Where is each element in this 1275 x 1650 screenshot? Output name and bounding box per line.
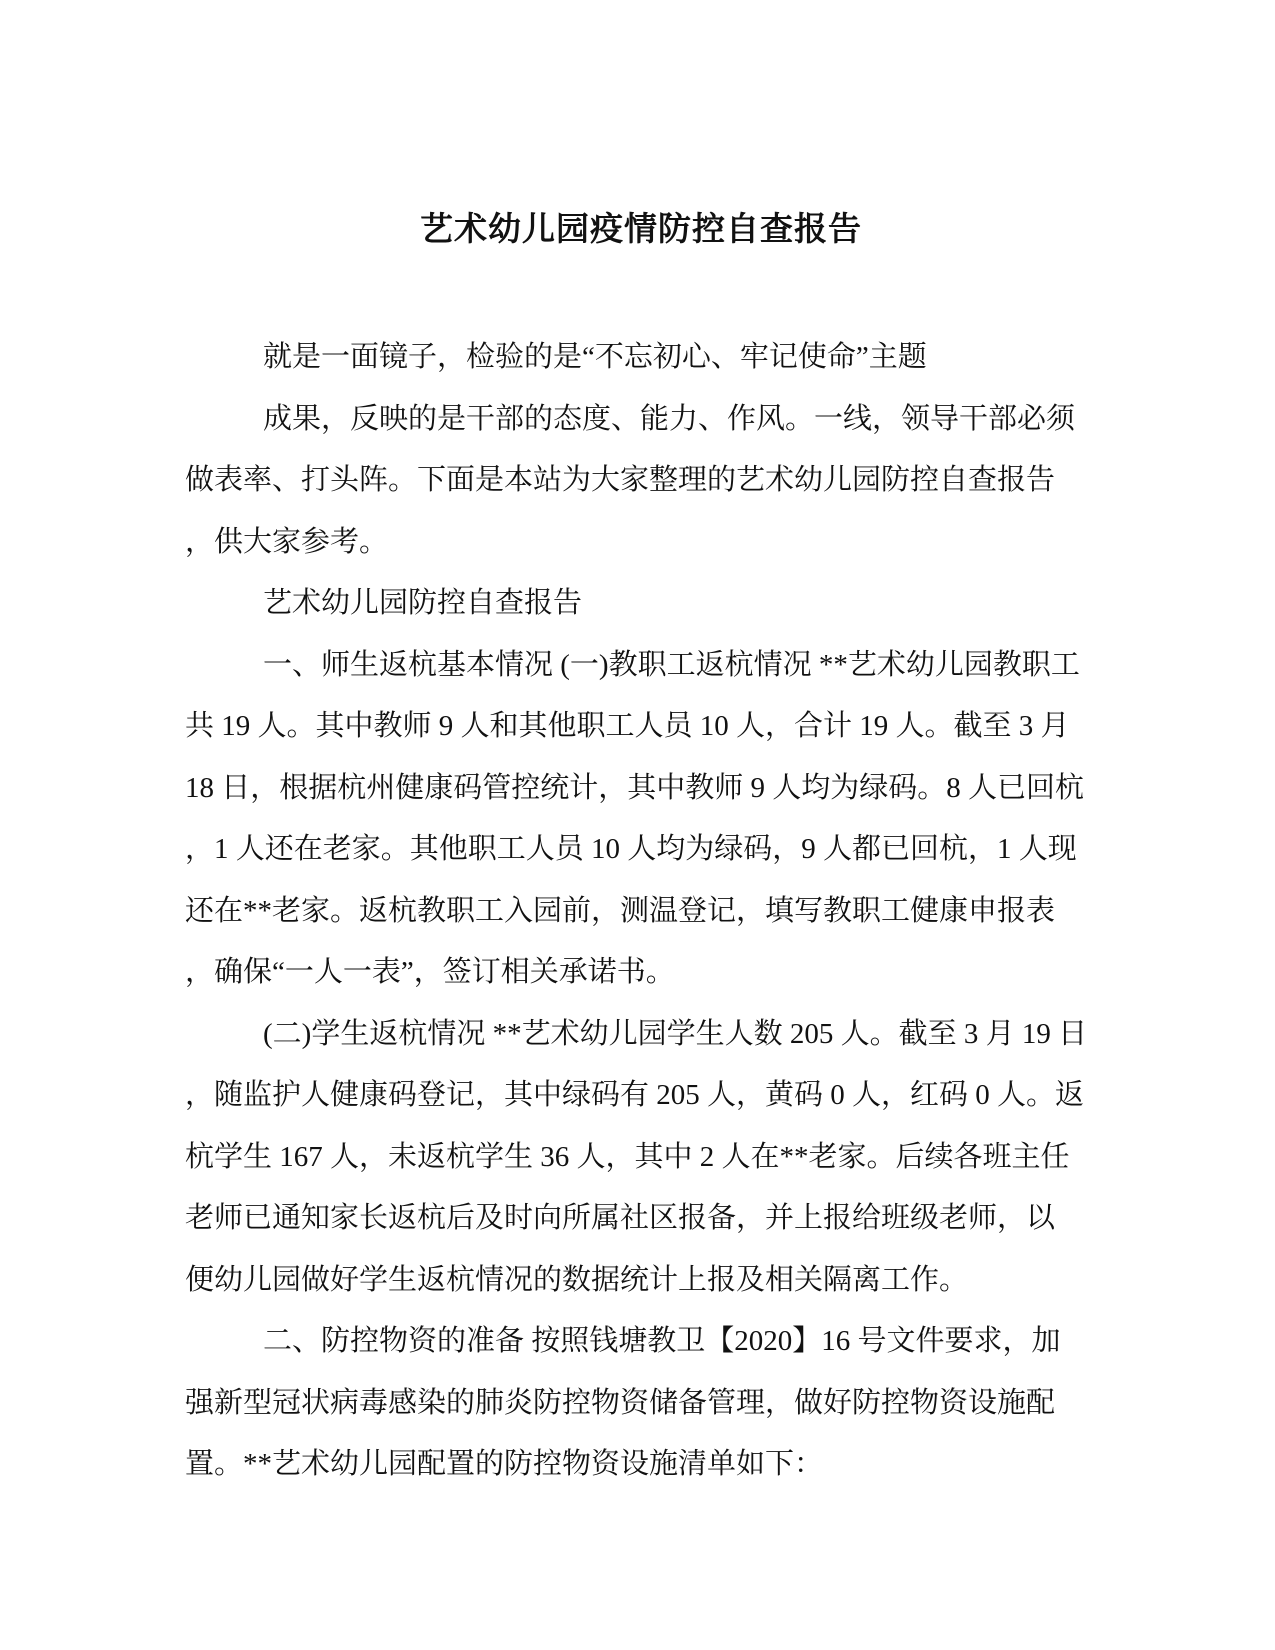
paragraph-line: 二、防控物资的准备 按照钱塘教卫【2020】16 号文件要求，加 (263, 1325, 1061, 1357)
paragraph-line: 做表率、打头阵。下面是本站为大家整理的艺术幼儿园防控自查报告 (185, 464, 1056, 496)
paragraph-line: 杭学生 167 人，未返杭学生 36 人，其中 2 人在**老家。后续各班主任 (185, 1140, 1070, 1173)
paragraph-line: 一、师生返杭基本情况 (一)教职工返杭情况 **艺术幼儿园教职工 (263, 648, 1080, 681)
paragraph-line: 还在**老家。返杭教职工入园前，测温登记，填写教职工健康申报表 (185, 894, 1056, 927)
paragraph-line: ，1 人还在老家。其他职工人员 10 人均为绿码，9 人都已回杭，1 人现 (185, 833, 1077, 865)
paragraph-line: ，随监护人健康码登记，其中绿码有 205 人，黄码 0 人，红码 0 人。返 (185, 1079, 1085, 1111)
paragraph-line: 置。**艺术幼儿园配置的防控物资设施清单如下： (185, 1448, 824, 1480)
paragraph-line: 艺术幼儿园防控自查报告 (263, 587, 583, 619)
paragraph-line: 18 日，根据杭州健康码管控统计，其中教师 9 人均为绿码。8 人已回杭 (185, 771, 1085, 804)
paragraph-line: 强新型冠状病毒感染的肺炎防控物资储备管理，做好防控物资设施配 (185, 1386, 1056, 1419)
document-body (185, 327, 1097, 1496)
paragraph-line: 老师已通知家长返杭后及时向所属社区报备，并上报给班级老师，以 (185, 1202, 1056, 1234)
paragraph-line: 成果，反映的是干部的态度、能力、作风。一线，领导干部必须 (263, 402, 1076, 435)
paragraph-line: 便幼儿园做好学生返杭情况的数据统计上报及相关隔离工作。 (185, 1263, 969, 1296)
document-title: 艺术幼儿园疫情防控自查报告 (420, 210, 862, 247)
paragraph-line: (二)学生返杭情况 **艺术幼儿园学生人数 205 人。截至 3 月 19 日 (263, 1017, 1088, 1050)
paragraph-line: ，供大家参考。 (185, 525, 389, 558)
paragraph-line: ，确保“一人一表”，签订相关承诺书。 (185, 956, 675, 988)
paragraph-line: 就是一面镜子，检验的是“不忘初心、牢记使命”主题 (263, 341, 927, 373)
paragraph-line: 共 19 人。其中教师 9 人和其他职工人员 10 人，合计 19 人。截至 3 月 (185, 710, 1070, 742)
